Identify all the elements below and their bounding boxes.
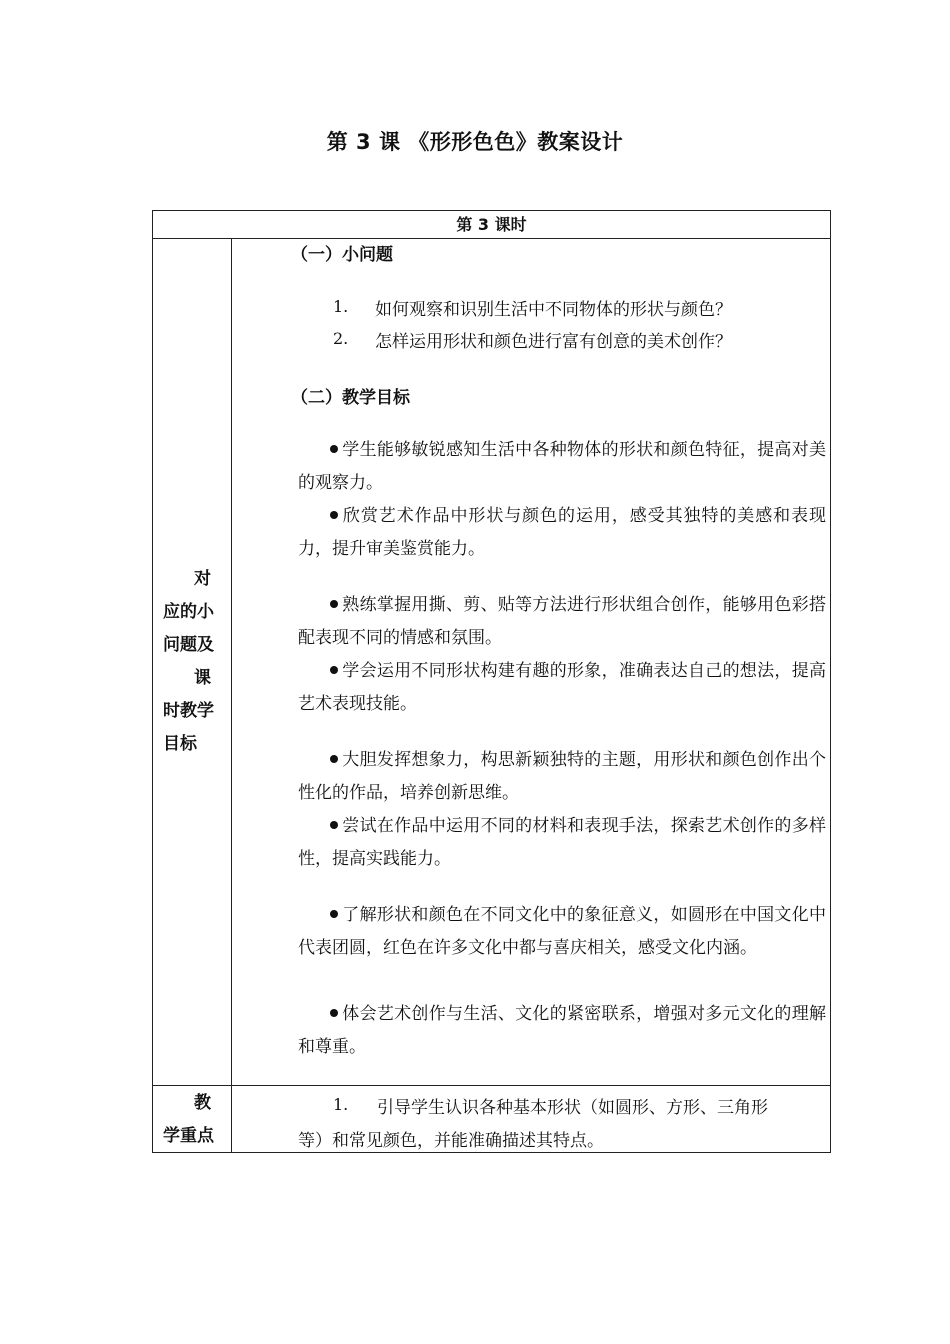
goal-text: 学生能够敏锐感知生活中各种物体的形状和颜色特征，提高对美的观察力。: [298, 440, 826, 493]
goal-text: 熟练掌握用撕、剪、贴等方法进行形状组合创作，能够用色彩搭配表现不同的情感和氛围。: [298, 595, 826, 648]
goal-text: 欣赏艺术作品中形状与颜色的运用，感受其独特的美感和表现力，提升审美鉴赏能力。: [298, 506, 826, 559]
goal-text: 大胆发挥想象力，构思新颖独特的主题，用形状和颜色创作出个性化的作品，培养创新思维。: [298, 750, 826, 803]
table-header: 第 3 课时: [456, 215, 527, 234]
bullet-icon: [330, 666, 338, 674]
header-divider: [153, 238, 830, 239]
goal-item: [298, 500, 826, 566]
row1-label-line: 问题及: [163, 635, 214, 655]
lesson-table: [152, 210, 831, 1153]
page-title: 第 3 课 《形形色色》教案设计: [326, 130, 624, 154]
bullet-icon: [330, 910, 338, 918]
bullet-icon: [330, 1009, 338, 1017]
goal-item: [298, 655, 826, 721]
row-divider: [153, 1085, 830, 1086]
bullet-icon: [330, 600, 338, 608]
row1-label-line: 课: [194, 668, 211, 688]
row2-label: [163, 1087, 221, 1153]
key-point-text: 引导学生认识各种基本形状（如圆形、方形、三角形: [377, 1098, 768, 1118]
row2-label-line: 学重点: [163, 1126, 214, 1146]
goal-item: [298, 744, 826, 810]
row1-label-line: 应的小: [163, 602, 214, 622]
bullet-icon: [330, 445, 338, 453]
goal-item: [298, 434, 826, 500]
row1-label-line: 目标: [163, 734, 197, 754]
row1-label-line: 对: [194, 569, 211, 589]
question-number: 2.: [333, 329, 349, 348]
question-text: 如何观察和识别生活中不同物体的形状与颜色？: [375, 300, 732, 320]
section-title-goals: （二）教学目标: [291, 388, 410, 408]
goal-item: [298, 899, 826, 965]
question-text: 怎样运用形状和颜色进行富有创意的美术创作？: [375, 332, 732, 352]
goal-text: 尝试在作品中运用不同的材料和表现手法，探索艺术创作的多样性，提高实践能力。: [298, 816, 826, 869]
goal-text: 学会运用不同形状构建有趣的形象，准确表达自己的想法，提高艺术表现技能。: [298, 661, 826, 714]
goal-text: 了解形状和颜色在不同文化中的象征意义，如圆形在中国文化中代表团圆，红色在许多文化中都与喜庆相关，感受文化内涵。: [298, 905, 826, 958]
row1-label-line: 时教学: [163, 701, 214, 721]
bullet-icon: [330, 821, 338, 829]
goal-item: [298, 998, 826, 1064]
key-point-text: 等）和常见颜色，并能准确描述其特点。: [298, 1131, 604, 1151]
goal-text: 体会艺术创作与生活、文化的紧密联系，增强对多元文化的理解和尊重。: [298, 1004, 826, 1057]
goal-item: [298, 810, 826, 876]
bullet-icon: [330, 511, 338, 519]
section-title-questions: （一）小问题: [291, 245, 393, 265]
column-divider: [231, 238, 232, 1152]
goal-item: [298, 589, 826, 655]
bullet-icon: [330, 755, 338, 763]
key-point-number: 1.: [333, 1095, 349, 1114]
question-number: 1.: [333, 297, 349, 316]
row2-label-line: 教: [194, 1093, 211, 1113]
row1-label: [163, 563, 221, 761]
